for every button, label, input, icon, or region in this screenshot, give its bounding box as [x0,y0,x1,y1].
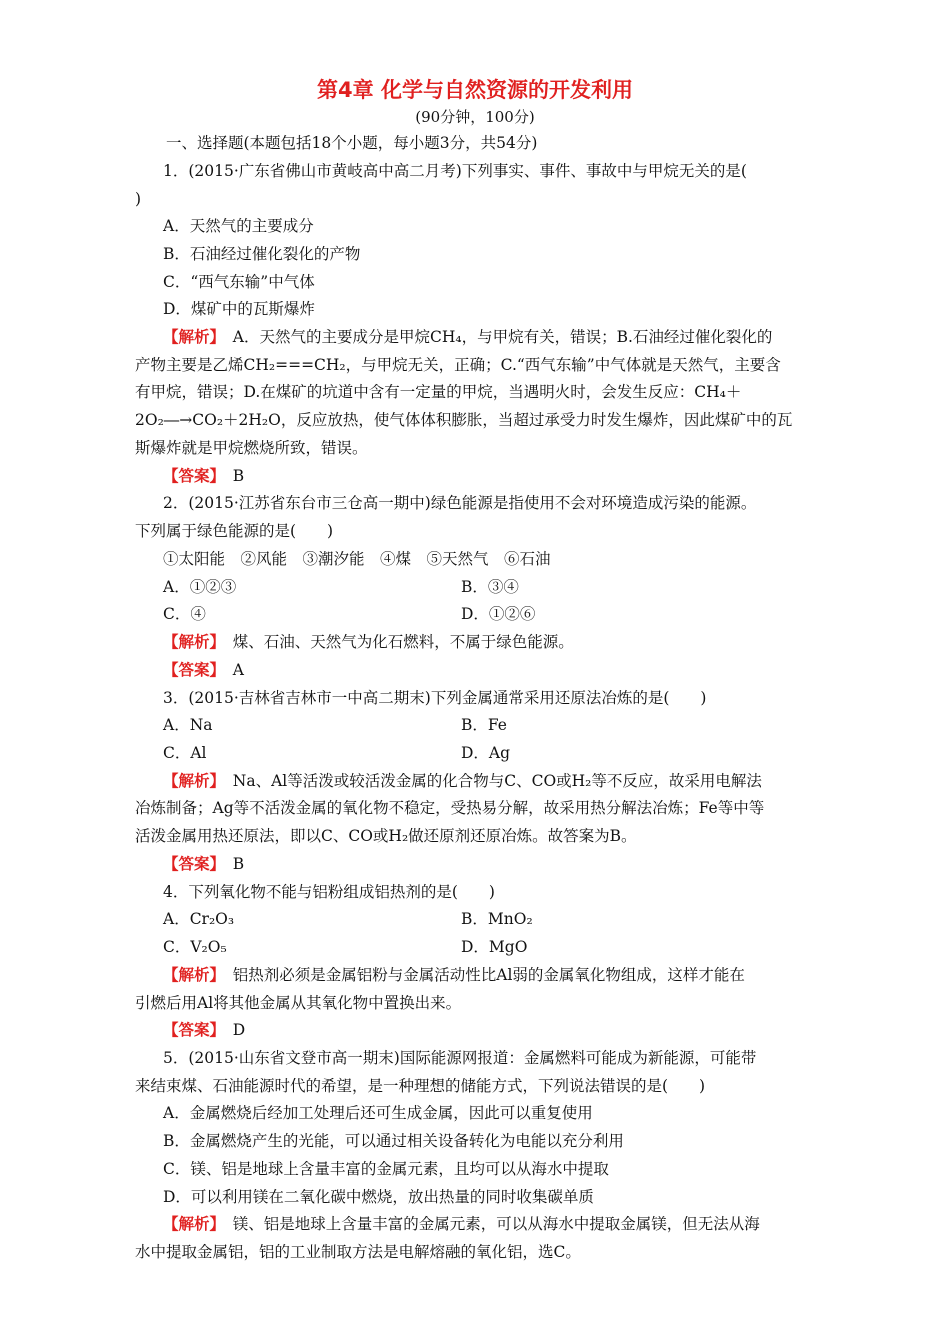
q3-option-b: B．Fe [461,716,507,734]
q1-option-a: A．天然气的主要成分 [163,217,314,235]
question-1-stem-cont: ) [135,190,142,208]
q5-option-a: A．金属燃烧后经加工处理后还可生成金属，因此可以重复使用 [163,1104,593,1122]
q4-answer: 【答案】 D [163,1021,246,1039]
section-heading: 一、选择题(本题包括18个小题，每小题3分，共54分) [166,134,538,152]
page-subtitle: (90分钟，100分) [415,108,535,126]
q5-analysis-line: 【解析】 镁、铝是地球上含量丰富的金属元素，可以从海水中提取金属镁，但无法从海 [163,1215,760,1233]
question-1-stem: 1．(2015·广东省佛山市黄岐高中高二月考)下列事实、事件、事故中与甲烷无关的是( [163,162,747,180]
answer-label: 【答案】 [163,661,218,679]
q2-items: ①太阳能 ②风能 ③潮汐能 ④煤 ⑤天然气 ⑥石油 [163,550,551,568]
analysis-label: 【解析】 [163,772,218,790]
q3-option-c: C．Al [163,744,207,762]
analysis-label: 【解析】 [163,966,218,984]
q1-analysis-line: 斯爆炸就是甲烷燃烧所致，错误。 [135,439,368,457]
q1-option-d: D．煤矿中的瓦斯爆炸 [163,300,315,318]
q3-answer: 【答案】 B [163,855,245,873]
analysis-label: 【解析】 [163,633,218,651]
answer-label: 【答案】 [163,855,218,873]
question-2-stem-cont: 下列属于绿色能源的是( ) [135,522,334,540]
q3-option-d: D．Ag [461,744,511,762]
question-3-stem: 3．(2015·吉林省吉林市一中高二期末)下列金属通常采用还原法冶炼的是( ) [163,689,707,707]
q1-analysis-line: 有甲烷，错误；D.在煤矿的坑道中含有一定量的甲烷，当遇明火时，会发生反应：CH₄＋ [135,383,742,401]
q3-option-a: A．Na [163,716,213,734]
q4-option-d: D．MgO [461,938,528,956]
analysis-label: 【解析】 [163,1215,218,1233]
question-2-stem: 2．(2015·江苏省东台市三仓高一期中)绿色能源是指使用不会对环境造成污染的能源。 [163,494,757,512]
q5-analysis-line: 水中提取金属铝，铝的工业制取方法是电解熔融的氧化铝，选C。 [135,1243,581,1261]
question-5-stem: 5．(2015·山东省文登市高一期末)国际能源网报道：金属燃料可能成为新能源，可能带 [163,1049,757,1067]
answer-label: 【答案】 [163,1021,218,1039]
analysis-label: 【解析】 [163,328,218,346]
answer-label: 【答案】 [163,467,218,485]
q4-analysis-line: 引燃后用Al将其他金属从其氧化物中置换出来。 [135,994,462,1012]
question-5-stem-cont: 来结束煤、石油能源时代的希望，是一种理想的储能方式，下列说法错误的是( ) [135,1077,706,1095]
q4-option-a: A．Cr₂O₃ [163,910,235,928]
q4-analysis-line: 【解析】 铝热剂必须是金属铝粉与金属活动性比Al弱的金属氧化物组成，这样才能在 [163,966,745,984]
q1-option-b: B．石油经过催化裂化的产物 [163,245,361,263]
q5-option-b: B．金属燃烧产生的光能，可以通过相关设备转化为电能以充分利用 [163,1132,624,1150]
q2-option-a: A．①②③ [163,578,237,596]
q1-option-c: C．“西气东输”中气体 [163,273,315,291]
q2-option-c: C．④ [163,605,206,623]
q1-answer: 【答案】 B [163,467,245,485]
q1-analysis-line: 2O₂―→CO₂＋2H₂O，反应放热，使气体体积膨胀，当超过承受力时发生爆炸，因此煤矿中的瓦 [135,411,793,429]
q3-analysis-line: 冶炼制备；Ag等不活泼金属的氧化物不稳定，受热易分解，故采用热分解法冶炼；Fe等中等 [135,799,765,817]
q1-analysis-line: 产物主要是乙烯CH₂===CH₂，与甲烷无关，正确；C.“西气东输”中气体就是天然气，主要含 [135,356,781,374]
q3-analysis-line: 【解析】 Na、Al等活泼或较活泼金属的化合物与C、CO或H₂等不反应，故采用电解法 [163,772,762,790]
q2-analysis-line: 【解析】 煤、石油、天然气为化石燃料，不属于绿色能源。 [163,633,574,651]
q4-option-c: C．V₂O₅ [163,938,227,956]
page-title: 第4章 化学与自然资源的开发利用 [317,78,633,102]
q5-option-d: D．可以利用镁在二氧化碳中燃烧，放出热量的同时收集碳单质 [163,1188,594,1206]
q5-option-c: C．镁、铝是地球上含量丰富的金属元素，且均可以从海水中提取 [163,1160,609,1178]
q4-option-b: B．MnO₂ [461,910,533,928]
q1-analysis-line: 【解析】 A．天然气的主要成分是甲烷CH₄，与甲烷有关，错误；B.石油经过催化裂化的 [163,328,773,346]
q3-analysis-line: 活泼金属用热还原法，即以C、CO或H₂做还原剂还原冶炼。故答案为B。 [135,827,637,845]
q2-option-d: D．①②⑥ [461,605,536,623]
q2-option-b: B．③④ [461,578,519,596]
question-4-stem: 4．下列氧化物不能与铝粉组成铝热剂的是( ) [163,883,495,901]
q2-answer: 【答案】 A [163,661,244,679]
